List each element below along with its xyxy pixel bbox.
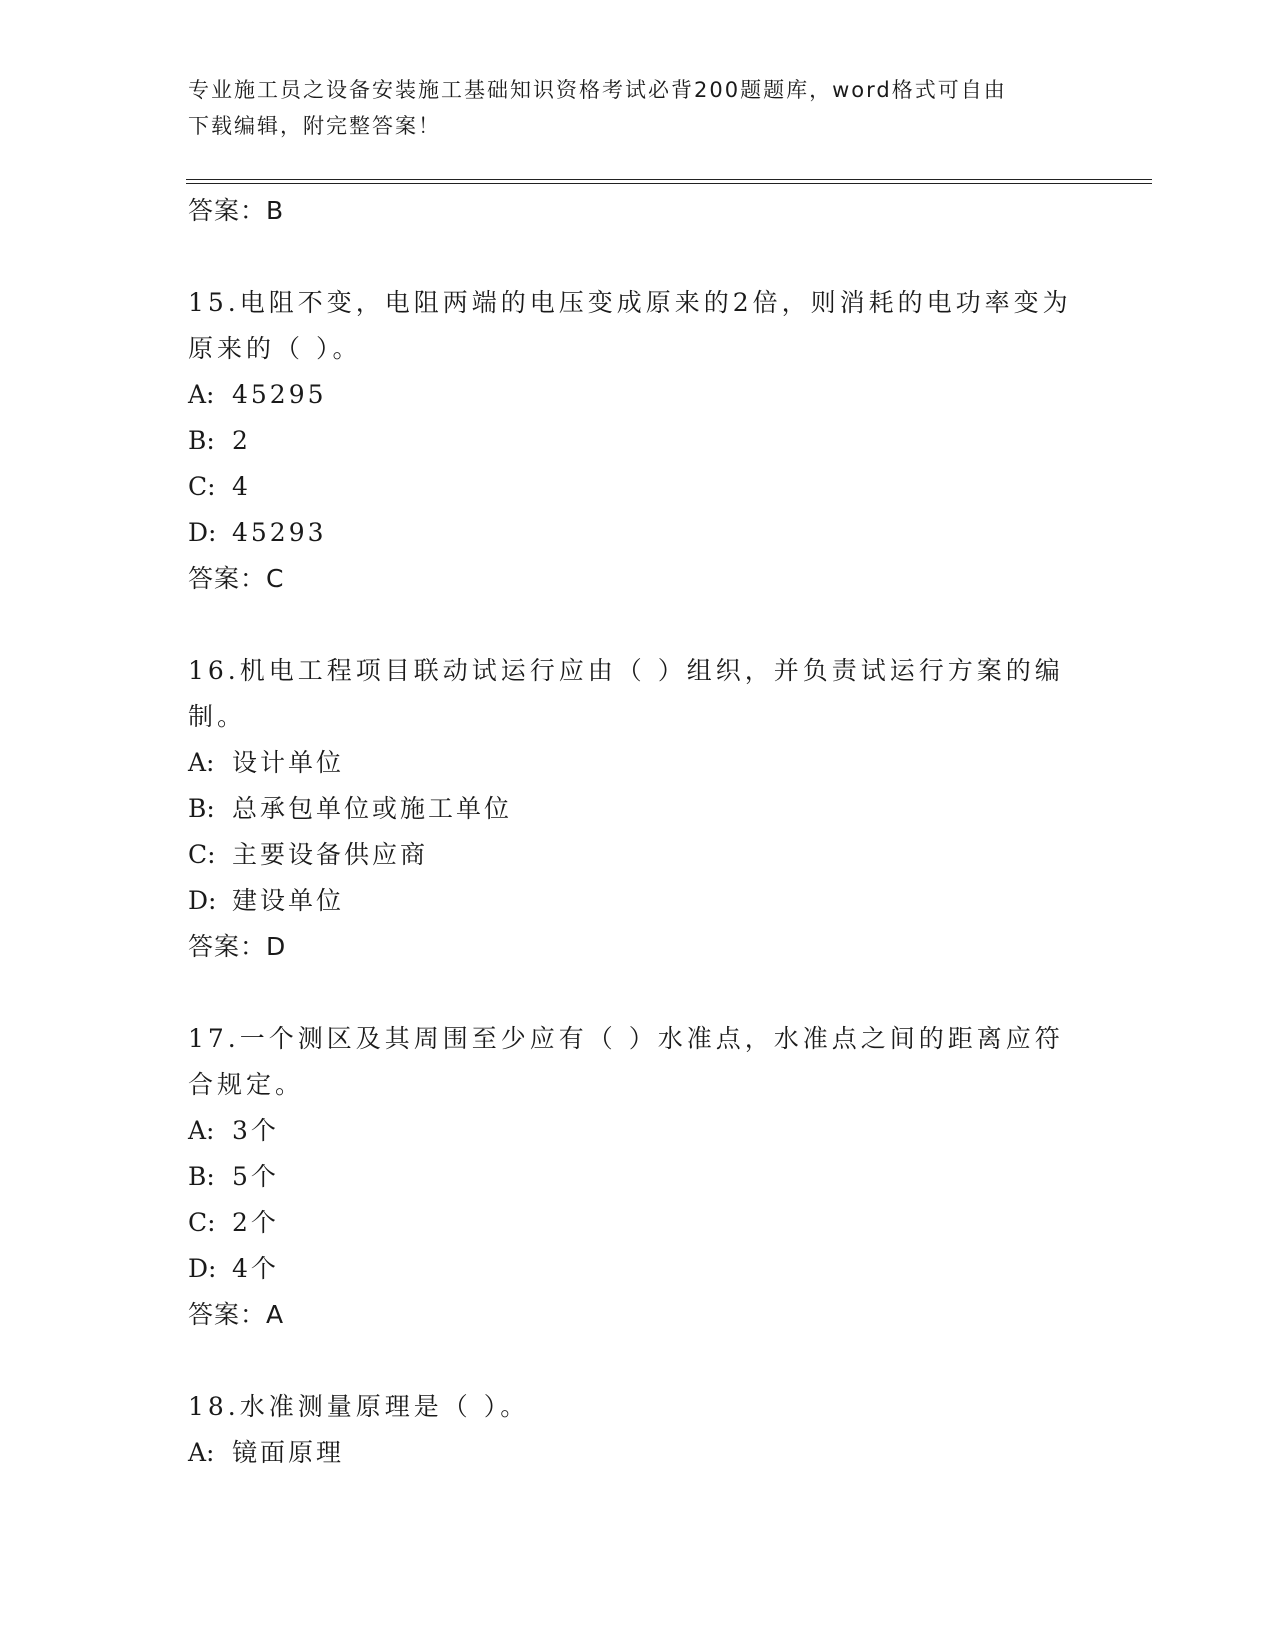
option-text: 2个 [232, 1208, 279, 1237]
question-stem-line: 16.机电工程项目联动试运行应由（ ）组织，并负责试运行方案的编 [188, 656, 1064, 685]
answer-line: 答案：C [188, 564, 285, 593]
header-divider-top [186, 179, 1152, 180]
question-stem [188, 280, 1108, 372]
option-c [188, 832, 1108, 878]
option-text: 镜面原理 [232, 1438, 345, 1467]
option-c [188, 1200, 1108, 1246]
question-stem [188, 648, 1108, 740]
option-a [188, 1108, 1108, 1154]
option-c [188, 464, 1108, 510]
question-stem-line: 15.电阻不变，电阻两端的电压变成原来的2倍，则消耗的电功率变为 [188, 288, 1072, 317]
question-stem-line: 17.一个测区及其周围至少应有（ ）水准点，水准点之间的距离应符 [188, 1024, 1064, 1053]
question-17 [188, 1016, 1108, 1338]
header-line-2: 下载编辑，附完整答案！ [188, 114, 441, 138]
option-label: C: [188, 472, 216, 501]
option-b [188, 418, 1108, 464]
option-text: 2 [232, 426, 251, 455]
answer-line: 答案：B [188, 196, 285, 225]
question-18 [188, 1384, 1108, 1476]
question-16 [188, 648, 1108, 970]
option-label: C: [188, 1208, 216, 1237]
option-text: 3个 [232, 1116, 279, 1145]
option-b [188, 1154, 1108, 1200]
option-label: D: [188, 886, 217, 915]
answer-line: 答案：A [188, 1300, 285, 1329]
option-text: 4个 [232, 1254, 279, 1283]
document-body [188, 188, 1108, 1476]
option-label: D: [188, 1254, 217, 1283]
option-label: C: [188, 840, 216, 869]
option-text: 5个 [232, 1162, 279, 1191]
option-a [188, 740, 1108, 786]
option-label: A: [188, 1438, 215, 1467]
option-a [188, 1430, 1108, 1476]
option-text: 总承包单位或施工单位 [232, 794, 513, 823]
question-stem [188, 1016, 1108, 1108]
question-stem-line: 18.水准测量原理是（ ）。 [188, 1392, 530, 1421]
question-stem-line: 制。 [188, 702, 247, 731]
option-d [188, 1246, 1108, 1292]
question-stem-line: 合规定。 [188, 1070, 305, 1099]
question-stem [188, 1384, 1108, 1430]
question-stem-line: 原来的（ ）。 [188, 334, 362, 363]
option-text: 建设单位 [232, 886, 345, 915]
header-line-1: 专业施工员之设备安装施工基础知识资格考试必背200题题库，word格式可自由 [188, 78, 1007, 102]
option-label: A: [188, 380, 215, 409]
option-label: B: [188, 426, 215, 455]
answer-line: 答案：D [188, 932, 287, 961]
option-text: 设计单位 [232, 748, 345, 777]
option-text: 主要设备供应商 [232, 840, 429, 869]
option-label: A: [188, 748, 215, 777]
option-d [188, 878, 1108, 924]
option-text: 4 [232, 472, 251, 501]
option-a [188, 372, 1108, 418]
option-d [188, 510, 1108, 556]
option-label: B: [188, 1162, 215, 1191]
option-label: B: [188, 794, 215, 823]
header-divider-bottom [186, 183, 1152, 184]
question-15 [188, 280, 1108, 602]
option-text: 45293 [232, 518, 327, 547]
option-text: 45295 [232, 380, 327, 409]
option-label: A: [188, 1116, 215, 1145]
document-header [188, 72, 1088, 144]
option-label: D: [188, 518, 217, 547]
option-b [188, 786, 1108, 832]
